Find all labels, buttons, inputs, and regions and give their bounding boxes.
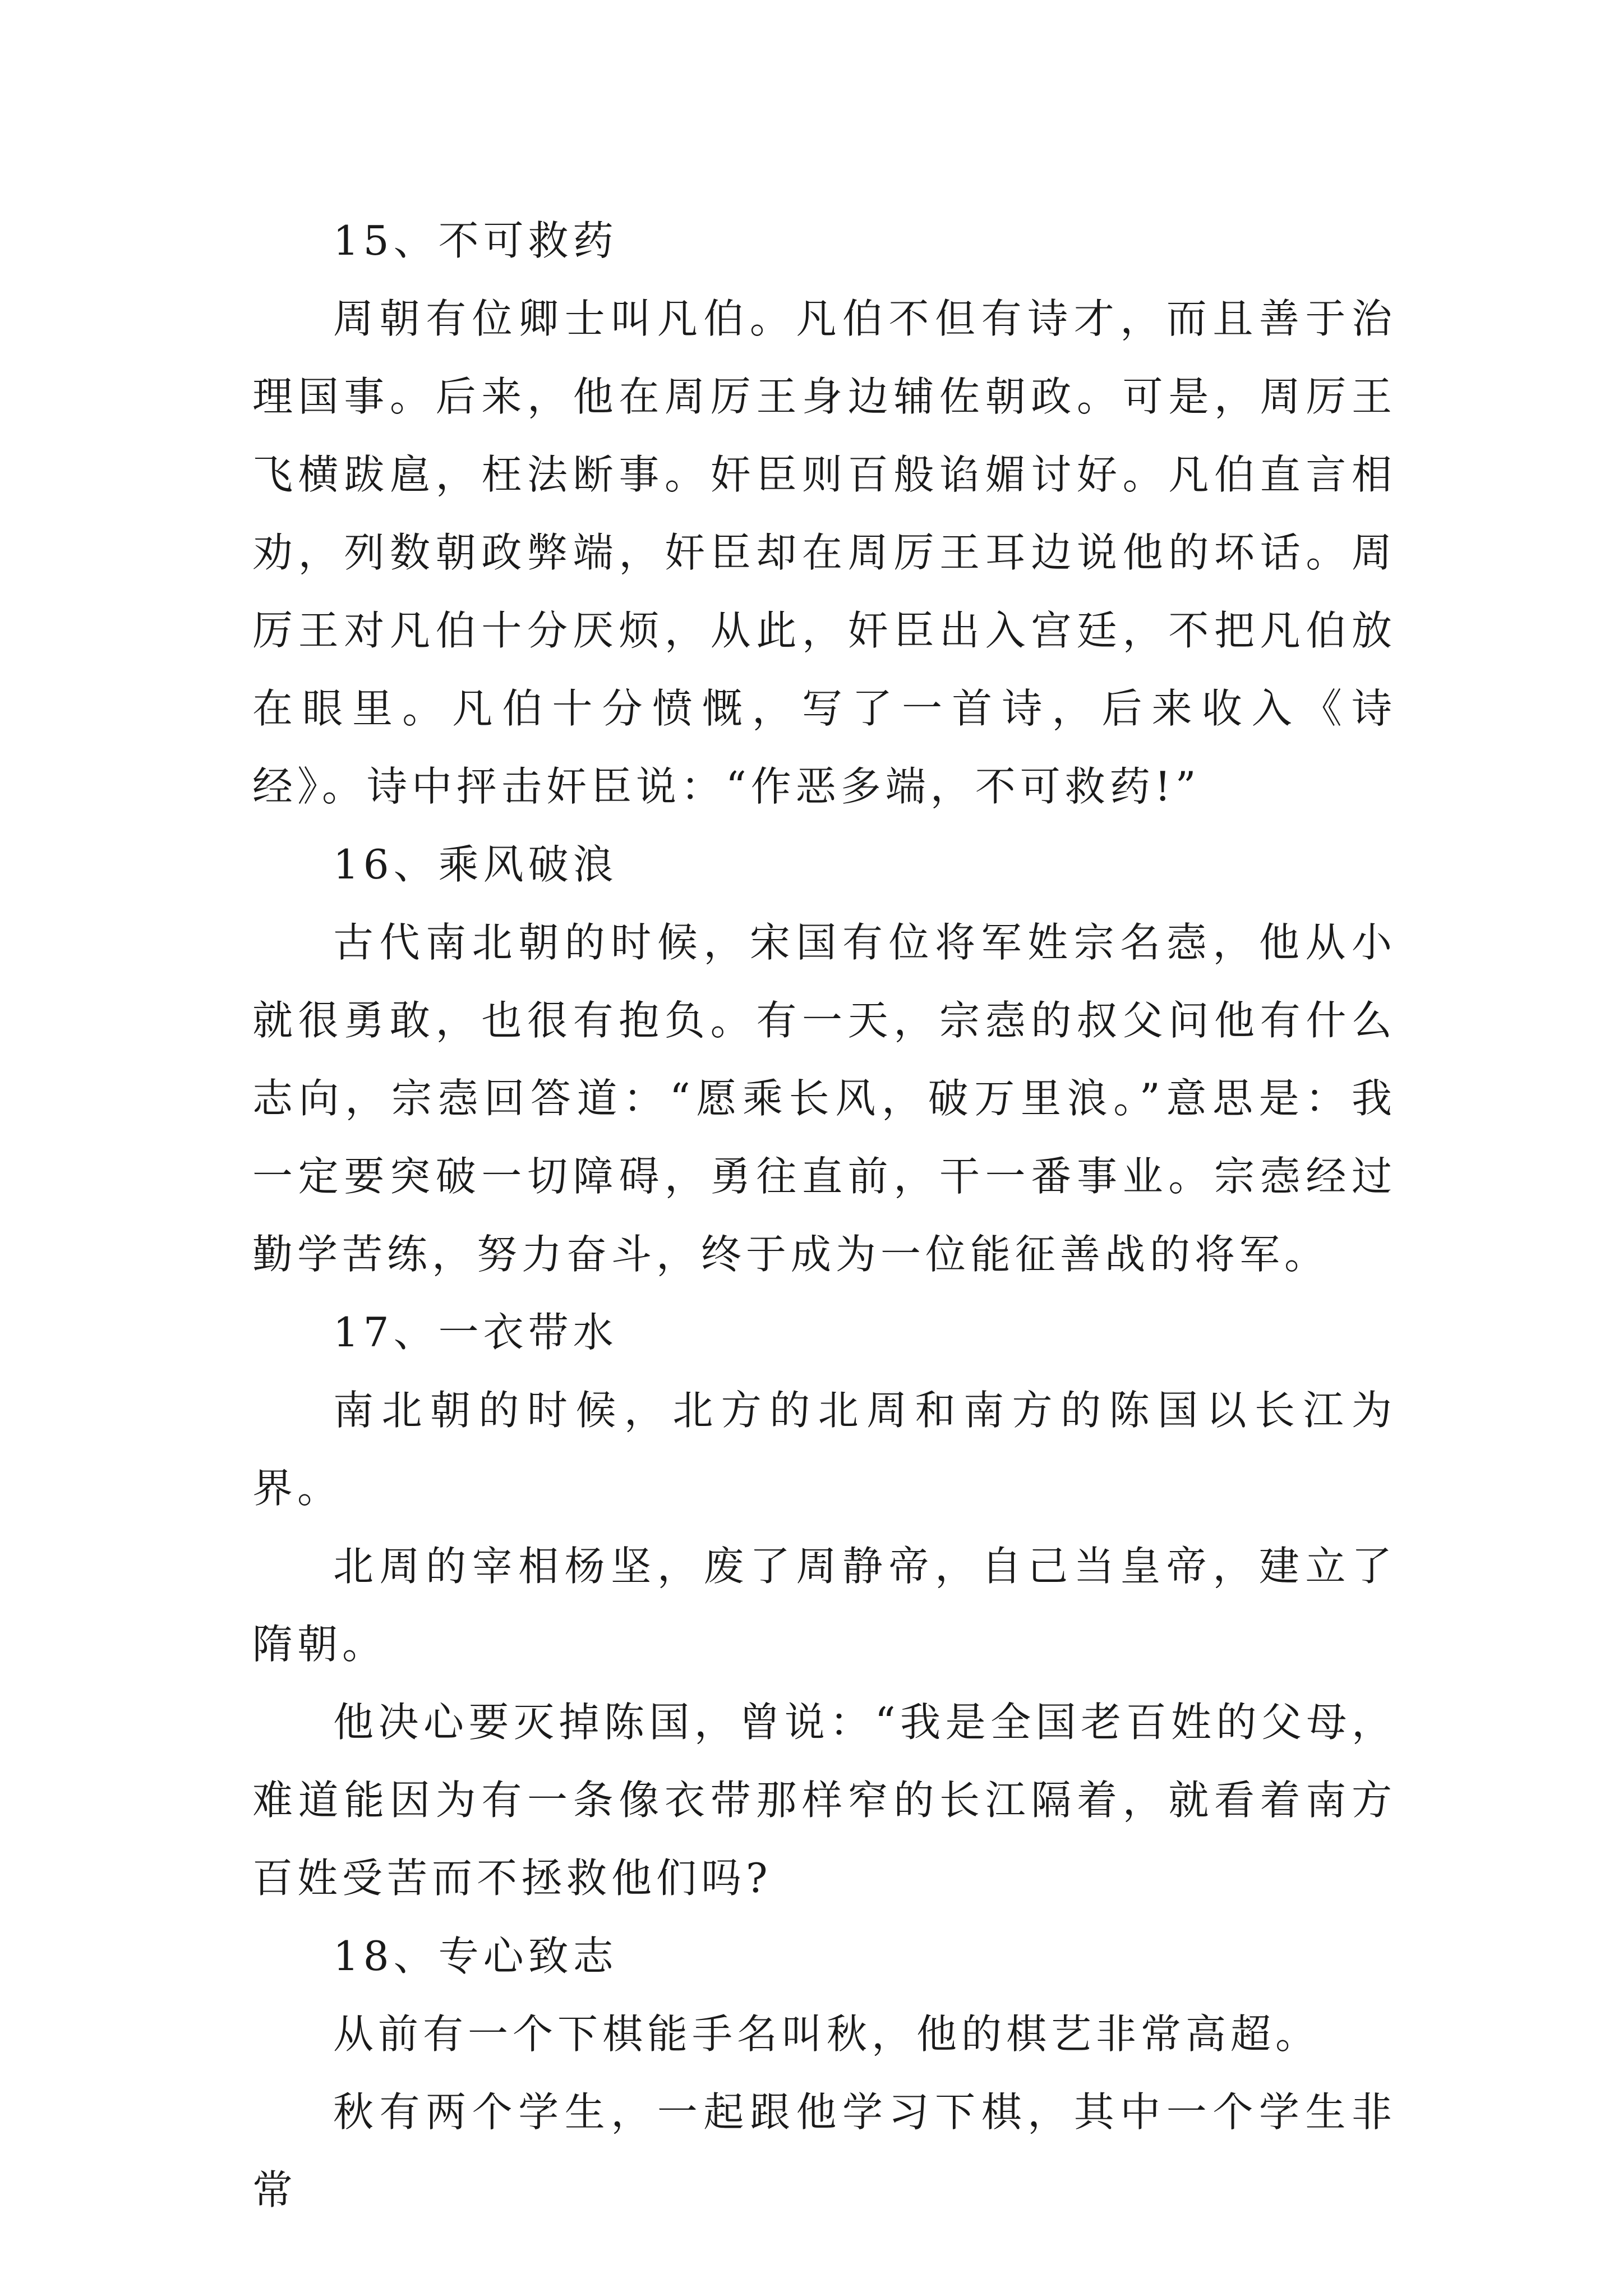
section-15-paragraph: 周朝有位卿士叫凡伯。凡伯不但有诗才，而且善于治理国事。后来，他在周厉王身边辅佐朝政。可是，周厉王飞横跋扈，枉法断事。奸臣则百般谄媚讨好。凡伯直言相劝，列数朝政弊端，奸臣却在周厉王耳边说他的坏话。周厉王对凡伯十分厌烦，从此，奸臣出入宫廷，不把凡伯放在眼里。凡伯十分愤慨，写了一首诗，后来收入《诗经》。诗中抨击奸臣说：“作恶多端，不可救药!” — [252, 295, 1396, 810]
section-17-paragraph-2: 北周的宰相杨坚，废了周静帝，自己当皇帝，建立了隋朝。 — [252, 1543, 1396, 1668]
section-heading-17: 17、一衣带水 — [333, 1309, 618, 1356]
section-heading-18: 18、专心致志 — [333, 1932, 618, 1980]
section-17-paragraph-3: 他决心要灭掉陈国，曾说：“我是全国老百姓的父母，难道能因为有一条像衣带那样窄的长江隔着，就看着南方百姓受苦而不拯救他们吗? — [252, 1699, 1396, 1902]
section-heading-16: 16、乘风破浪 — [333, 841, 618, 888]
section-18-paragraph-1: 从前有一个下棋能手名叫秋，他的棋艺非常高超。 — [333, 2010, 1321, 2058]
section-heading-15: 15、不可救药 — [333, 217, 618, 264]
section-16-paragraph: 古代南北朝的时候，宋国有位将军姓宗名悫，他从小就很勇敢，也很有抱负。有一天，宗悫的叔父问他有什么志向，宗悫回答道：“愿乘长风，破万里浪。”意思是：我一定要突破一切障碍，勇往直前，干一番事业。宗悫经过勤学苦练，努力奋斗，终于成为一位能征善战的将军。 — [252, 919, 1396, 1278]
section-17-paragraph-1: 南北朝的时候，北方的北周和南方的陈国以长江为界。 — [252, 1387, 1396, 1512]
section-18-paragraph-2: 秋有两个学生，一起跟他学习下棋，其中一个学生非常 — [252, 2088, 1396, 2214]
text-column — [252, 202, 1396, 2229]
